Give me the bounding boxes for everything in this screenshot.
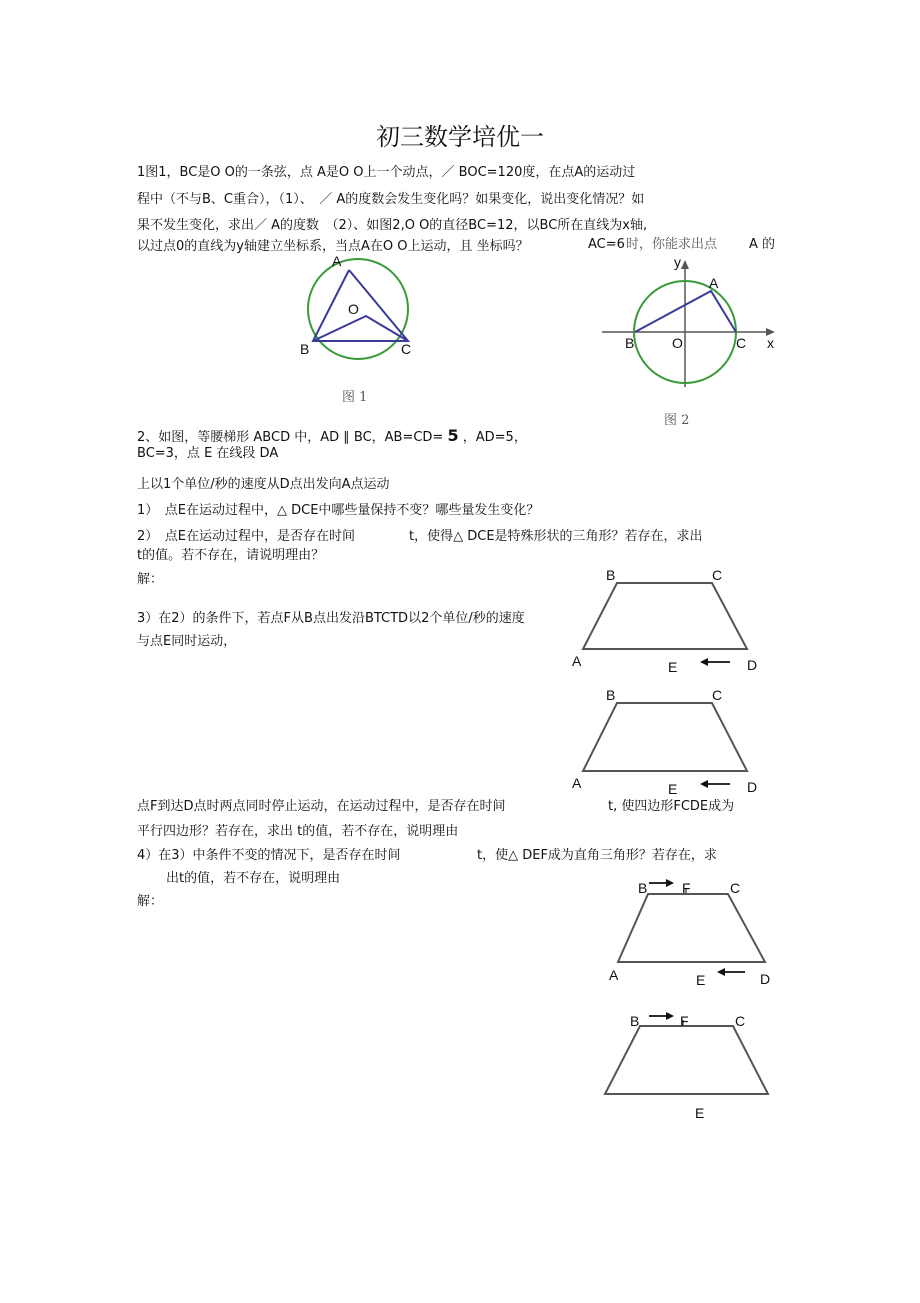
trapezoid-3-label-c: C [730, 880, 741, 896]
answer-label-2: 解： [137, 894, 164, 909]
q2-sub2-c: t的值。若不存在，请说明理由？ [137, 548, 325, 563]
fig2-label-c: C [736, 335, 747, 351]
page-title: 初三数学培优一 [376, 123, 544, 151]
y-axis-arrow [681, 260, 689, 269]
q1-line4: 以过点0的直线为y轴建立坐标系，当点A在O O上运动，且 坐标吗？ [137, 239, 529, 254]
trapezoid-3 [605, 875, 785, 995]
q2-line1 [137, 428, 527, 446]
fig1-radii [313, 316, 408, 341]
q1-line1: 1图1，BC是O O的一条弦，点 A是O O上一个动点，／ BOC=120度，在点A的运动过 [137, 165, 636, 180]
q2-sub4-a: 4）在3）中条件不变的情况下，是否存在时间 [137, 848, 401, 863]
trapezoid-3-label-e: E [696, 972, 706, 988]
trapezoid-2-label-d: D [747, 779, 758, 795]
arrow-right-head [666, 879, 674, 887]
trapezoid-2-label-e: E [668, 781, 678, 797]
trapezoid-1-label-d: D [747, 657, 758, 673]
fig1-label-b: B [300, 341, 310, 357]
q2-sub3-d: t, 使四边形FCDE成为 [608, 799, 735, 814]
trapezoid-2-shape [583, 703, 747, 771]
fig2-label-y: y [674, 254, 681, 270]
trapezoid-3-label-a: A [609, 967, 619, 983]
trapezoid-4-label-b: B [630, 1013, 640, 1029]
q2-sub3-a: 3）在2）的条件下，若点F从B点出发沿BTCTD以2个单位/秒的速度 [137, 611, 525, 626]
q2-sub2-a: 2） 点E在运动过程中，是否存在时间 [137, 529, 355, 544]
trapezoid-1 [570, 568, 770, 678]
trapezoid-3-label-d: D [760, 971, 771, 987]
trapezoid-4 [600, 1008, 780, 1123]
q2-sub3-c: 点F到达D点时两点同时停止运动，在运动过程中，是否存在时间 [137, 799, 506, 814]
q2-sub3-e: 平行四边形？若存在，求出 t的值，若不存在，说明理由 [137, 824, 459, 839]
arrow-right-head [666, 1012, 674, 1020]
q2-sub4-b: t，使△ DEF成为直角三角形？若存在，求 [477, 848, 717, 863]
figure-1 [300, 250, 420, 370]
trapezoid-2-label-a: A [572, 775, 582, 791]
figure-2 [600, 255, 780, 395]
trapezoid-2 [570, 688, 770, 798]
fig1-triangle [313, 270, 408, 341]
fig1-caption: 图 1 [342, 390, 368, 405]
trapezoid-1-shape [583, 583, 747, 649]
q1-line2: 程中（不与B、C重合），（1）、 ／ A的度数会发生变化吗？如果变化，说出变化情况？如 [137, 192, 645, 207]
trapezoid-1-label-a: A [572, 653, 582, 669]
q2-sub2-b: t，使得△ DCE是特殊形状的三角形？若存在，求出 [409, 529, 703, 544]
answer-label-1: 解： [137, 572, 164, 587]
q2-sub1: 1） 点E在运动过程中，△ DCE中哪些量保持不变？哪些量发生变化？ [137, 503, 540, 518]
q2-line1-b: 5 [447, 426, 459, 445]
q1-line3: 果不发生变化，求出／ A的度数 （2）、如图2,O O的直径BC=12，以BC所在直线为x轴, [137, 218, 648, 233]
trapezoid-1-label-c: C [712, 567, 723, 583]
q1-line4-right-b: 时，你能求出点 [626, 237, 718, 252]
q2-line2: BC=3，点 E 在线段 DA [137, 446, 279, 461]
trapezoid-3-label-f: F [682, 880, 691, 896]
fig1-label-o: O [348, 301, 359, 317]
fig2-label-x: x [767, 335, 774, 351]
trapezoid-3-label-b: B [638, 880, 648, 896]
trapezoid-4-shape [605, 1026, 768, 1094]
q2-sub4-c: 出t的值，若不存在，说明理由 [166, 871, 341, 886]
q2-sub3-b: 与点E同时运动， [137, 634, 237, 649]
q1-line4-right-c: A 的 [749, 237, 776, 252]
trapezoid-1-label-e: E [668, 659, 678, 675]
fig2-caption: 图 2 [664, 413, 690, 428]
fig2-label-o: O [672, 335, 683, 351]
q2-line1-a: 2、如图，等腰梯形 ABCD 中，AD ∥ BC，AB=CD= [137, 430, 444, 445]
trapezoid-3-shape [618, 894, 765, 962]
fig2-label-b: B [625, 335, 635, 351]
fig2-label-a: A [709, 275, 719, 291]
trapezoid-4-label-f: F [680, 1013, 689, 1029]
q2-line1-c: ，AD=5， [462, 430, 527, 445]
arrow-left-head [700, 780, 708, 788]
fig1-label-c: C [401, 341, 412, 357]
trapezoid-2-label-b: B [606, 687, 616, 703]
arrow-left-head [700, 658, 708, 666]
trapezoid-4-label-e: E [695, 1105, 705, 1121]
fig1-label-a: A [332, 253, 342, 269]
q1-line4-right-a: AC=6 [588, 237, 625, 252]
arrow-left-head [717, 968, 725, 976]
trapezoid-1-label-b: B [606, 567, 616, 583]
trapezoid-2-label-c: C [712, 687, 723, 703]
q2-line3: 上以1个单位/秒的速度从D点出发向A点运动 [137, 477, 390, 492]
trapezoid-4-label-c: C [735, 1013, 746, 1029]
